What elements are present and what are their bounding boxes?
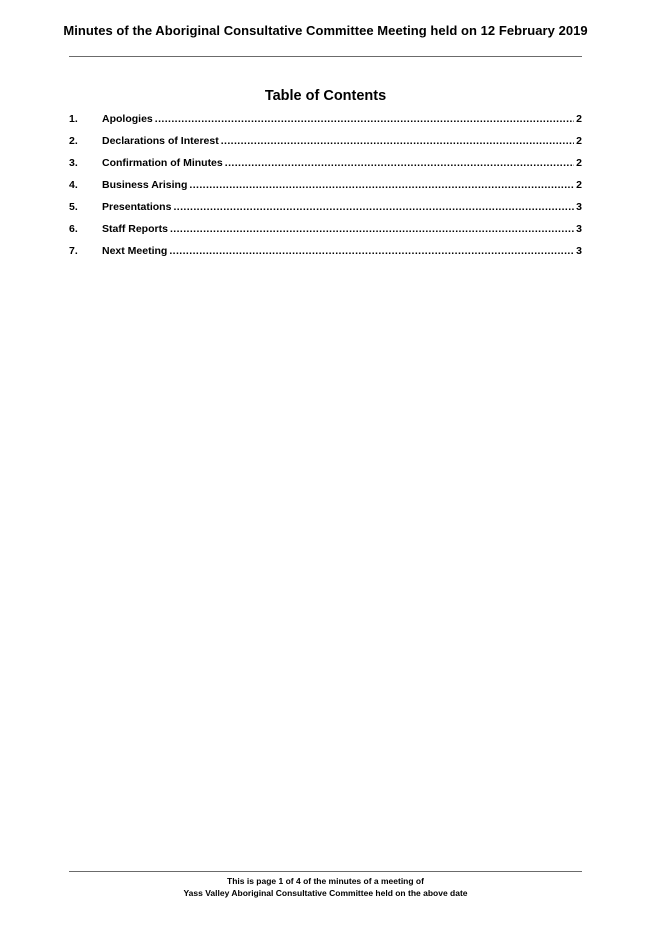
- toc-entry-page: 3: [576, 223, 582, 235]
- toc-entry-text[interactable]: Business Arising: [102, 179, 188, 191]
- toc-entry-page: 2: [576, 157, 582, 169]
- toc-entry-page: 2: [576, 179, 582, 191]
- footer-page-info: This is page 1 of 4 of the minutes of a meeting of: [227, 876, 424, 886]
- toc-entry-page: 2: [576, 113, 582, 125]
- toc-entry-text[interactable]: Declarations of Interest: [102, 135, 219, 147]
- toc-entry-number: 7.: [69, 245, 78, 257]
- toc-entry-text[interactable]: Confirmation of Minutes: [102, 157, 223, 169]
- toc-entry-number: 4.: [69, 179, 78, 191]
- toc-entry-number: 2.: [69, 135, 78, 147]
- toc-entry-page: 2: [576, 135, 582, 147]
- toc-entry-next-meeting[interactable]: [69, 244, 582, 266]
- header-divider: [69, 56, 582, 57]
- toc-dot-leader: [173, 200, 574, 214]
- toc-dot-leader: [169, 244, 574, 258]
- toc-entry-confirmation-of-minutes[interactable]: [69, 156, 582, 178]
- table-of-contents: [69, 112, 582, 266]
- toc-dot-leader: [170, 222, 574, 236]
- toc-entry-presentations[interactable]: [69, 200, 582, 222]
- toc-entry-text[interactable]: Next Meeting: [102, 245, 168, 257]
- toc-entry-text[interactable]: Apologies: [102, 113, 153, 125]
- toc-dot-leader: [155, 112, 574, 126]
- toc-entry-number: 3.: [69, 157, 78, 169]
- footer-committee-info: Yass Valley Aboriginal Consultative Committee held on the above date: [183, 888, 468, 898]
- toc-entry-apologies[interactable]: [69, 112, 582, 134]
- toc-entry-number: 5.: [69, 201, 78, 213]
- toc-entry-number: 1.: [69, 113, 78, 125]
- toc-entry-page: 3: [576, 201, 582, 213]
- toc-entry-text[interactable]: Staff Reports: [102, 223, 168, 235]
- toc-title: Table of Contents: [264, 88, 387, 104]
- toc-entry-number: 6.: [69, 223, 78, 235]
- toc-entry-page: 3: [576, 245, 582, 257]
- toc-entry-business-arising[interactable]: [69, 178, 582, 200]
- toc-dot-leader: [221, 134, 574, 148]
- toc-entry-declarations-of-interest[interactable]: [69, 134, 582, 156]
- footer-divider: [69, 871, 582, 872]
- toc-entry-staff-reports[interactable]: [69, 222, 582, 244]
- toc-dot-leader: [189, 178, 574, 192]
- toc-entry-text[interactable]: Presentations: [102, 201, 172, 213]
- page-header-title: Minutes of the Aboriginal Consultative Committee Meeting held on 12 February 2019: [63, 23, 588, 38]
- toc-dot-leader: [225, 156, 574, 170]
